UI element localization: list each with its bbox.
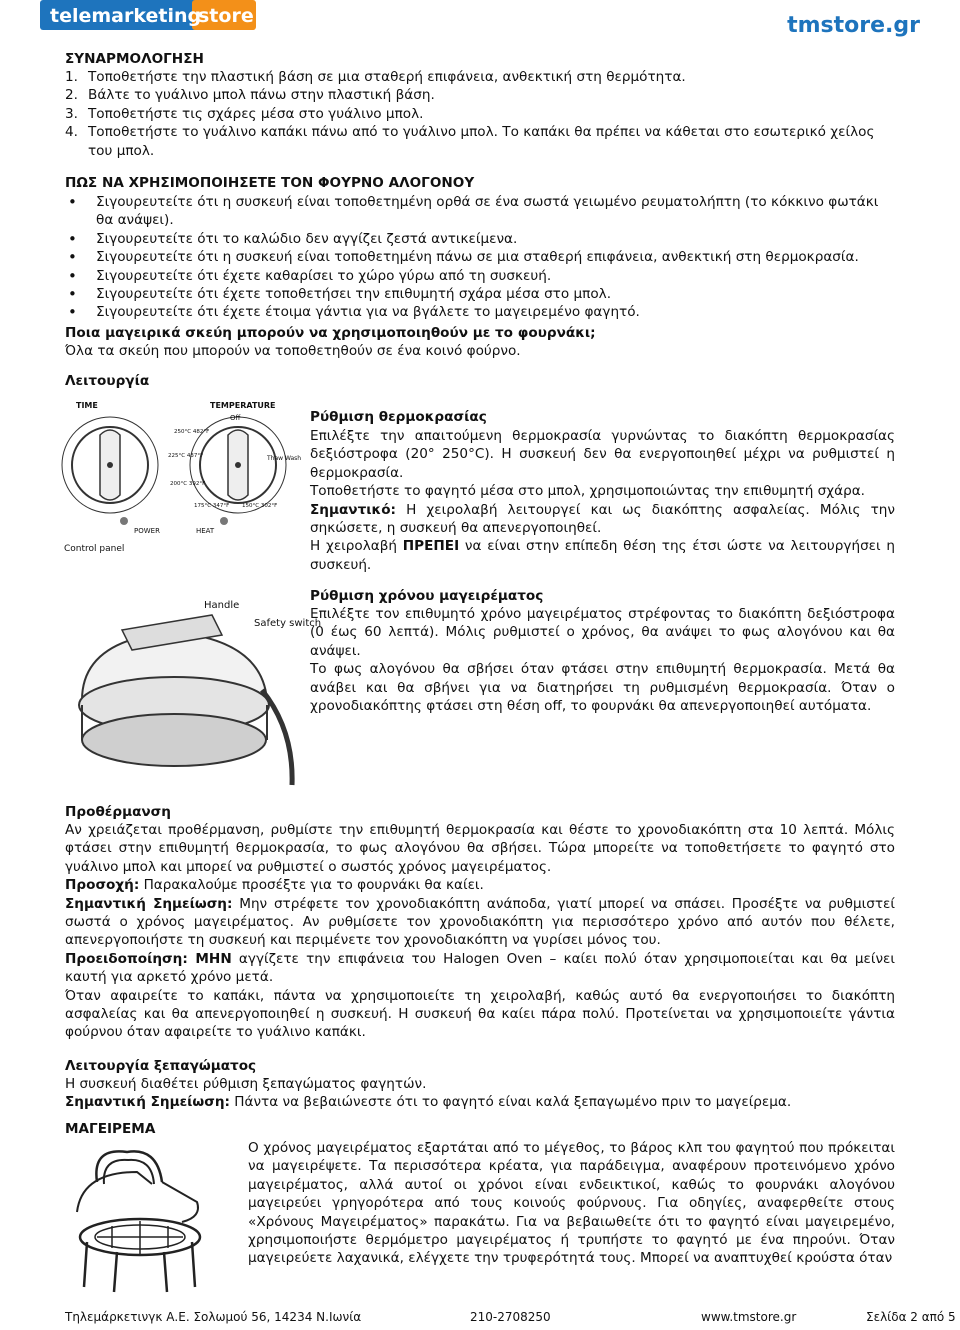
cooking-time-body: Επιλέξτε τον επιθυμητό χρόνο μαγειρέματος στρέφοντας το διακόπτη δεξιόστροφα (0 έως 60 λεπτά). Μόλις ρυθμιστεί ο χρόνος, θα ανάψει το φως αλογόνου και θα ανάψει. Το φως αλογόνου θα σβήσει όταν φτάσει στην επιθυμητή θερμοκρασία. Μετά θα ανάβει και θα σβήνει για να διατηρήσει τη ρυθμισμένη θερμοκρασία. Όταν ο χρονοδιακόπτης φτάσει στη θέση off, το φουρνάκι θα απενεργοποιηθεί αυτόματα.: [310, 606, 895, 715]
svg-text:store: store: [198, 5, 254, 27]
control-panel-illustration: [62, 395, 302, 555]
temperature-setting-title: Ρύθμιση θερμοκρασίας: [310, 409, 487, 425]
svg-text:HEAT: HEAT: [196, 527, 215, 535]
list-item: • Σιγουρευτείτε ότι έχετε τοποθετήσει την επιθυμητή σχάρα μέσα στο μπολ.: [65, 285, 895, 303]
list-item: • Σιγουρευτείτε ότι το καλώδιο δεν αγγίζει ζεστά αντικείμενα.: [65, 230, 895, 248]
svg-text:telemarketing: telemarketing: [50, 5, 202, 27]
list-item: • Σιγουρευτείτε ότι έχετε καθαρίσει το χώρο γύρω από τη συσκευή.: [65, 267, 895, 285]
footer-website[interactable]: www.tmstore.gr: [701, 1310, 797, 1324]
list-item: • Σιγουρευτείτε ότι η συσκευή είναι τοποθετημένη ορθά σε ένα σωστά γειωμένο ρευματολήπτη (το κόκκινο φωτάκι θα ανάψει).: [65, 193, 895, 230]
cooking-time-title: Ρύθμιση χρόνου μαγειρέματος: [310, 588, 544, 604]
preheat-body: Αν χρειάζεται προθέρμανση, ρυθμίστε την επιθυμητή θερμοκρασία και θέστε το χρονοδιακόπτη στα 10 λεπτά. Μόλις φτάσει στην επιθυμητή θερμοκρασία, το φως αλογόνου θα σβήσει. Τώρα μπορείτε να τοποθετήσετε το φαγητό στο γυάλινο μπολ και μπορεί να ρυθμιστεί ο σωστός χρόνος μαγειρέματος. Προσοχή: Παρακαλούμε προσέξτε για το φουρνάκι θα καίει. Σημαντική Σημείωση: Μην στρέφετε τον χρονοδιακόπτη ανάποδα, γιατί μπορεί να σπάσει. Προσέξτε να ρυθμιστεί σωστά ο χρόνος μαγειρέματος. Αν ρυθμίσετε τον χρονοδιακόπτη για περισσότερο χρόνο από αυτόν που θέλετε, απενεργοποιήστε τη συσκευή και περιμένετε τον χρονοδιακόπτη να γυρίσει μόνος του. Προειδοποίηση: ΜΗΝ αγγίζετε την επιφάνεια του Halogen Oven – καίει πολύ όταν χρησιμοποιείται και θα μείνει καυτή για αρκετό χρόνο μετά. Όταν αφαιρείτε το καπάκι, πάντα να χρησιμοποιείτε τη χειρολαβή, καθώς αυτό θα ενεργοποιήσει το διακόπτη ασφαλείας και θα απενεργοποιηθεί η συσκευή. Η συσκευή θα καίει πάρα πολύ. Προτείνεται να χρησιμοποιείτε γάντια φούρνου όταν αφαιρείτε το γυάλινο καπάκι.: [65, 822, 896, 1041]
assembly-title: ΣΥΝΑΡΜΟΛΟΓΗΣΗ: [65, 51, 204, 67]
telemarketing-store-logo: [40, 0, 262, 34]
assembly-steps: [65, 68, 895, 160]
svg-text:Handle: Handle: [204, 600, 240, 611]
cooking-title: ΜΑΓΕΙΡΕΜΑ: [65, 1121, 156, 1137]
defrost-body: Η συσκευή διαθέτει ρύθμιση ξεπαγώματος φαγητών. Σημαντική Σημείωση: Πάντα να βεβαιώνεστε ότι το φαγητό είναι καλά ξεπαγωμένο πριν το μαγείρεμα.: [65, 1076, 792, 1111]
svg-text:Control panel: Control panel: [64, 544, 125, 554]
svg-text:TIME: TIME: [76, 401, 98, 410]
svg-text:225°C 437°F: 225°C 437°F: [168, 453, 204, 459]
svg-text:Safety switch: Safety switch: [254, 618, 322, 629]
defrost-title: Λειτουργία ξεπαγώματος: [65, 1058, 257, 1074]
list-item: 1. Τοποθετήστε την πλαστική βάση σε μια σταθερή επιφάνεια, ανθεκτική στη θερμότητα.: [65, 69, 686, 85]
oven-illustration: [62, 580, 322, 795]
temperature-setting-body: Επιλέξτε την απαιτούμενη θερμοκρασία γυρνώντας το διακόπτη θερμοκρασίας δεξιόστροφα (20° 250°C). Η συσκευή δεν θα ενεργοποιηθεί μέχρι να ρυθμιστεί η θερμοκρασία. Τοποθετήστε το φαγητό μέσα στο μπολ, χρησιμοποιώντας την επιθυμητή σχάρα. Σημαντικό: Η χειρολαβή λειτουργεί και ως διακόπτης ασφαλείας. Μόλις την σηκώσετε, η συσκευή θα απενεργοποιηθεί. Η χειρολαβή ΠΡΕΠΕΙ να είναι στην επίπεδη θέση της έτσι ώστε να λειτουργήσει η συσκευή.: [310, 428, 895, 573]
preheat-title: Προθέρμανση: [65, 804, 171, 820]
list-item: 2. Βάλτε το γυάλινο μπολ πάνω στην πλαστική βάση.: [65, 87, 435, 104]
cooking-body: Ο χρόνος μαγειρέματος εξαρτάται από το μέγεθος, το βάρος κλπ του φαγητού που πρόκειται να μαγειρέψετε. Τα περισσότερα κρέατα, για παράδειγμα, αναφέρουν προτεινόμενο χρόνο μαγειρέματος, αλλά αυτοί οι χρόνοι είναι ενδεικτικοί, καθώς το φουρνάκι αλογόνου μαγειρεύει γρηγορότερα από τους κοινούς φούρνους. Για οδηγίες, αναφερθείτε στους «Χρόνους Μαγειρέματος» παρακάτω. Για να βεβαιωθείτε ότι το φαγητό είναι μαγειρεμένο, χρησιμοποιήστε θερμόμετρο μαγειρέματος ή τρυπήστε το φαγητό με ένα πηρούνι. Όταν μαγειρεύετε λαχανικά, ελέγχετε την τρυφερότητά τους. Μπορεί να αναπτυχθεί κρούστα όταν: [248, 1140, 895, 1267]
operation-title: Λειτουργία: [65, 373, 150, 389]
svg-text:TEMPERATURE: TEMPERATURE: [210, 401, 276, 410]
svg-text:Thaw Wash: Thaw Wash: [267, 455, 302, 462]
rack-illustration: [62, 1142, 227, 1297]
list-item: 4. Τοποθετήστε το γυάλινο καπάκι πάνω από το γυάλινο μπολ. Το καπάκι θα πρέπει να κάθεται στο εσωτερικό χείλος του μπολ.: [65, 124, 875, 159]
list-item: • Σιγουρευτείτε ότι έχετε έτοιμα γάντια για να βγάλετε το μαγειρεμένο φαγητό.: [65, 303, 895, 321]
svg-text:Off: Off: [230, 414, 241, 422]
utensils-question: Ποια μαγειρικά σκεύη μπορούν να χρησιμοποιηθούν με το φουρνάκι;: [65, 325, 596, 341]
list-item: • Σιγουρευτείτε ότι η συσκευή είναι τοποθετημένη πάνω σε μια σταθερή επιφάνεια, ανθεκτική στη θερμοκρασία.: [65, 248, 895, 266]
footer-company: Τηλεμάρκετινγκ Α.Ε. Σολωμού 56, 14234 Ν.Ιωνία: [65, 1310, 362, 1324]
svg-text:POWER: POWER: [134, 527, 160, 535]
usage-title: ΠΩΣ ΝΑ ΧΡΗΣΙΜΟΠΟΙΗΣΕΤΕ ΤΟΝ ΦΟΥΡΝΟ ΑΛΟΓΟΝΟΥ: [65, 175, 475, 191]
svg-text:200°C 392°F: 200°C 392°F: [170, 481, 206, 487]
footer-page-number: Σελίδα 2 από 5: [866, 1310, 956, 1324]
svg-text:250°C 482°F: 250°C 482°F: [174, 429, 210, 435]
tmstore-logo: tmstore.gr: [787, 13, 920, 38]
svg-text:150°C 302°F: 150°C 302°F: [242, 503, 278, 509]
usage-bullets: [65, 193, 895, 322]
footer-phone: 210-2708250: [470, 1310, 551, 1324]
list-item: 3. Τοποθετήστε τις σχάρες μέσα στο γυάλινο μπολ.: [65, 105, 424, 122]
utensils-answer: Όλα τα σκεύη που μπορούν να τοποθετηθούν σε ένα κοινό φούρνο.: [65, 343, 521, 359]
svg-text:175°C 347°F: 175°C 347°F: [194, 503, 230, 509]
